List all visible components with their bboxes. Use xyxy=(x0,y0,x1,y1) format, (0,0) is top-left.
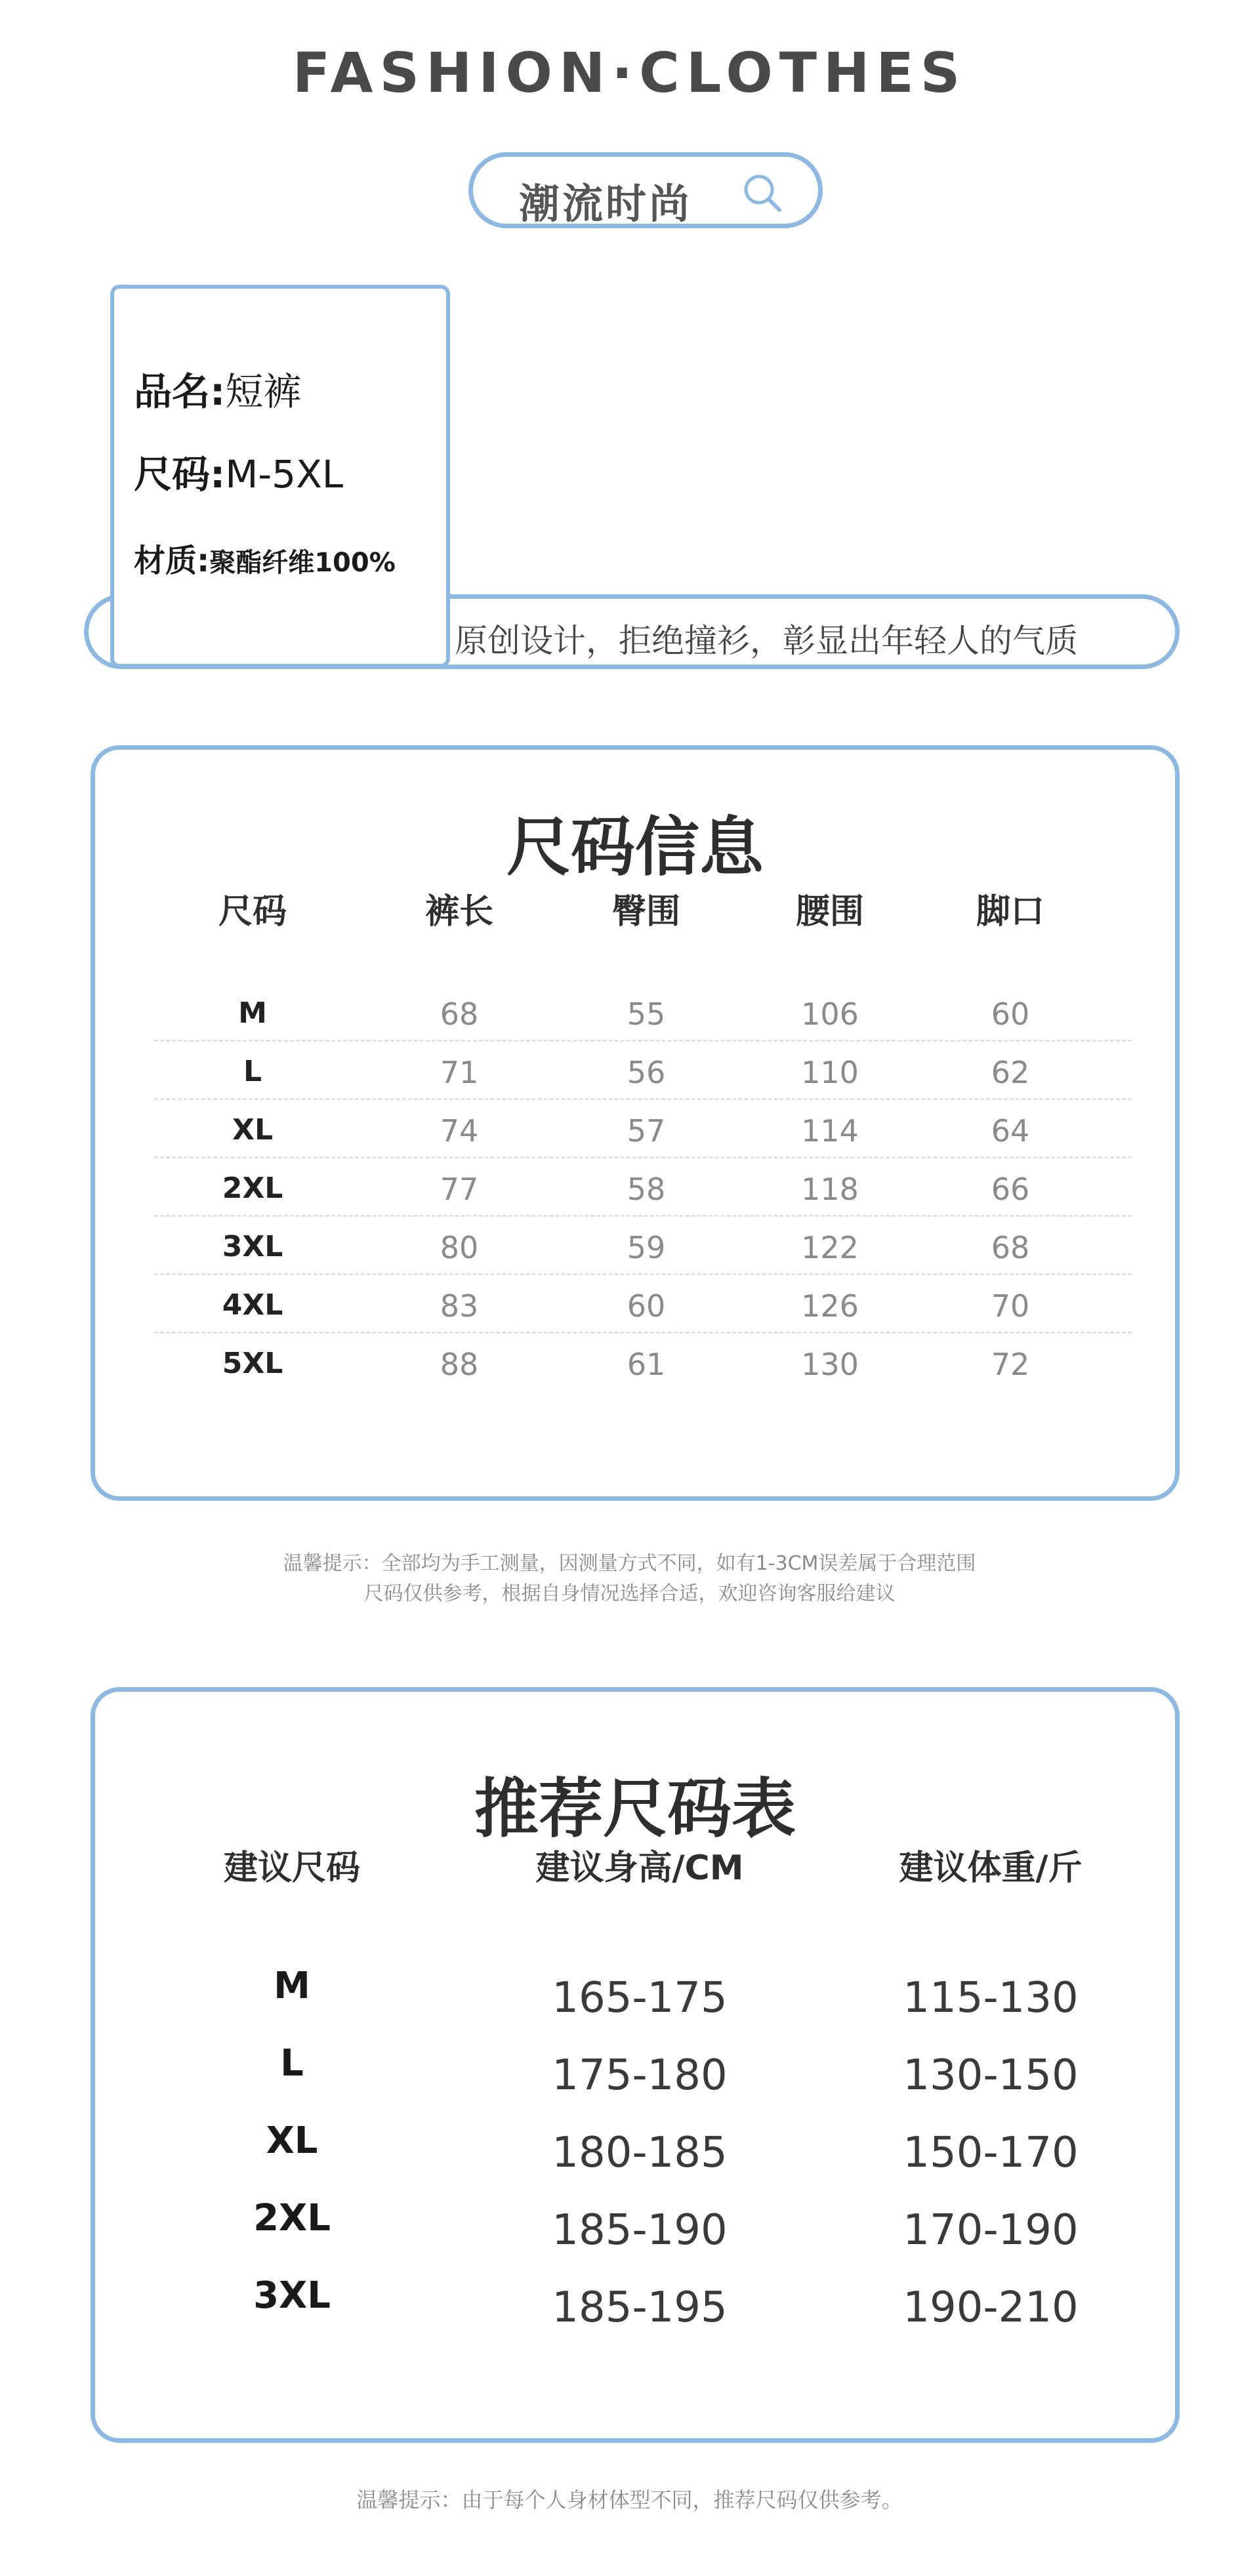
size-row-value: 74 xyxy=(440,1113,479,1149)
size-header-3: 腰围 xyxy=(795,892,864,931)
recommend-height: 175-180 xyxy=(552,2051,728,2100)
size-row-label: 5XL xyxy=(222,1347,283,1380)
product-material-value: 聚酯纤维100% xyxy=(209,548,396,578)
size-row-value: 88 xyxy=(440,1347,479,1382)
recommend-size: M xyxy=(274,1965,310,2007)
size-row-value: 126 xyxy=(801,1288,859,1324)
size-row-value: 72 xyxy=(991,1347,1030,1382)
recommend-header-1: 建议身高/CM xyxy=(535,1849,744,1888)
recommend-size: XL xyxy=(266,2119,318,2162)
row-divider xyxy=(154,1273,1132,1275)
recommend-weight: 130-150 xyxy=(903,2051,1079,2100)
recommend-size: 2XL xyxy=(253,2197,331,2239)
product-size xyxy=(134,443,343,499)
tag-label: 潮流时尚 xyxy=(519,180,693,228)
recommend-weight: 115-130 xyxy=(903,1974,1079,2022)
recommend-height: 185-195 xyxy=(552,2283,728,2332)
recommend-size: 3XL xyxy=(253,2274,331,2317)
recommend-size: L xyxy=(280,2042,304,2085)
size-row-value: 70 xyxy=(991,1288,1030,1324)
slogan-text: 原创设计，拒绝撞衫，彰显出年轻人的气质 xyxy=(455,622,1078,660)
size-row-label: M xyxy=(238,996,267,1030)
size-row-label: XL xyxy=(232,1113,273,1147)
bottom-note: 温馨提示：由于每个人身材体型不同，推荐尺码仅供参考。 xyxy=(356,2487,903,2512)
size-row-value: 80 xyxy=(440,1230,479,1265)
recommend-header-2: 建议体重/斤 xyxy=(899,1849,1083,1888)
size-row-value: 57 xyxy=(627,1113,666,1149)
size-row-value: 62 xyxy=(991,1055,1030,1090)
product-material xyxy=(134,535,396,581)
size-row-value: 66 xyxy=(991,1172,1030,1207)
size-row-value: 122 xyxy=(801,1230,859,1265)
size-header-0: 尺码 xyxy=(218,892,287,931)
size-row-value: 68 xyxy=(991,1230,1030,1265)
size-row-value: 77 xyxy=(440,1172,479,1207)
size-row-value: 71 xyxy=(440,1055,479,1090)
row-divider xyxy=(154,1156,1132,1158)
recommend-height: 165-175 xyxy=(552,1974,728,2022)
size-header-2: 臀围 xyxy=(611,892,680,931)
row-divider xyxy=(154,1332,1132,1334)
size-row-value: 60 xyxy=(627,1288,666,1324)
size-row-label: 3XL xyxy=(222,1230,283,1263)
size-row-value: 110 xyxy=(801,1055,859,1090)
recommend-title: 推荐尺码表 xyxy=(474,1772,796,1847)
size-header-4: 脚口 xyxy=(976,892,1044,931)
size-row-value: 61 xyxy=(627,1347,666,1382)
product-name-value: 短裤 xyxy=(225,369,302,414)
row-divider xyxy=(154,1098,1132,1100)
product-size-value: M-5XL xyxy=(225,452,344,497)
size-row-value: 130 xyxy=(801,1347,859,1382)
row-divider xyxy=(154,1040,1132,1042)
size-row-value: 60 xyxy=(991,996,1030,1032)
size-row-value: 114 xyxy=(801,1113,859,1149)
size-row-label: 2XL xyxy=(222,1172,283,1205)
product-name-label: 品名: xyxy=(134,369,226,414)
size-info-card xyxy=(91,745,1180,1501)
recommend-header-0: 建议尺码 xyxy=(223,1849,360,1888)
recommend-weight: 150-170 xyxy=(903,2129,1079,2177)
size-row-label: 4XL xyxy=(222,1288,283,1322)
search-icon xyxy=(742,173,783,213)
row-divider xyxy=(154,1215,1132,1217)
product-name xyxy=(134,361,301,416)
size-row-value: 83 xyxy=(440,1288,479,1324)
size-row-value: 55 xyxy=(627,996,666,1032)
size-row-value: 56 xyxy=(627,1055,666,1090)
brand-title: FASHION·CLOTHES xyxy=(292,41,967,105)
product-material-label: 材质: xyxy=(134,542,210,579)
size-row-label: L xyxy=(243,1055,262,1088)
product-size-label: 尺码: xyxy=(134,452,226,497)
size-row-value: 118 xyxy=(801,1172,859,1207)
size-header-1: 裤长 xyxy=(424,892,493,931)
fashion-tag xyxy=(468,152,823,228)
recommend-weight: 190-210 xyxy=(903,2283,1079,2332)
recommend-weight: 170-190 xyxy=(903,2206,1079,2255)
product-info-card xyxy=(110,285,450,668)
size-row-value: 59 xyxy=(627,1230,666,1265)
size-row-value: 64 xyxy=(991,1113,1030,1149)
recommend-height: 185-190 xyxy=(552,2206,728,2255)
size-row-value: 68 xyxy=(440,996,479,1032)
size-row-value: 58 xyxy=(627,1172,666,1207)
size-row-value: 106 xyxy=(801,996,859,1032)
recommend-height: 180-185 xyxy=(552,2129,728,2177)
size-info-title: 尺码信息 xyxy=(506,810,764,885)
measure-note-1: 温馨提示：全部均为手工测量，因测量方式不同，如有1-3CM误差属于合理范围 xyxy=(283,1552,976,1575)
recommend-card xyxy=(91,1687,1180,2443)
measure-note-2: 尺码仅供参考，根据自身情况选择合适，欢迎咨询客服给建议 xyxy=(363,1582,896,1605)
